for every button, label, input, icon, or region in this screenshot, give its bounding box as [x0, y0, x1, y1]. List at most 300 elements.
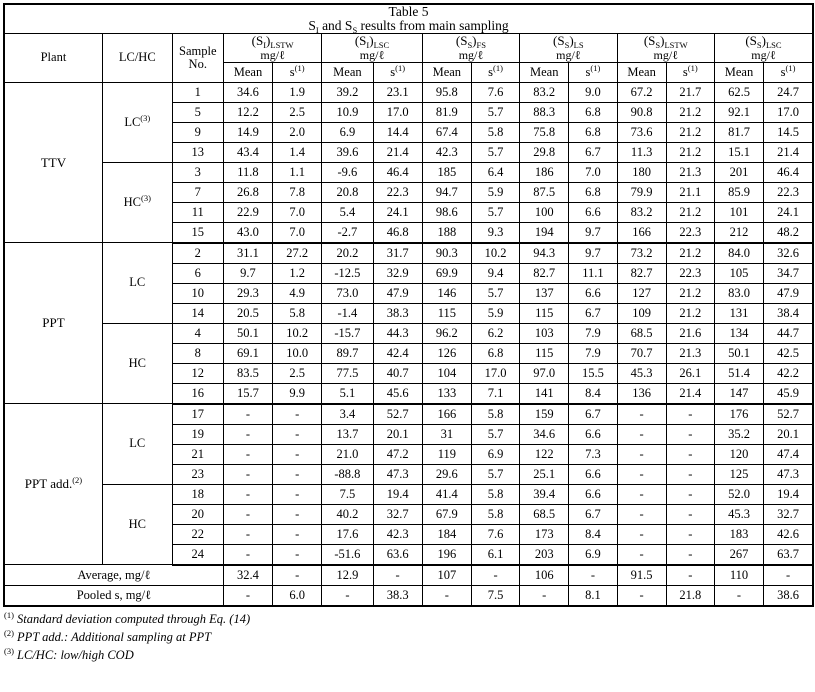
cell-value: 42.3 [422, 142, 471, 162]
summary-value: - [373, 565, 422, 586]
cell-value: 115 [520, 343, 569, 363]
cell-value: 26.1 [666, 363, 714, 383]
summary-row [4, 565, 813, 586]
cell-value: 73.0 [322, 283, 373, 303]
cell-value: 1.9 [273, 82, 322, 102]
cell-value: - [617, 484, 666, 504]
cell-value: 81.9 [422, 102, 471, 122]
cell-value: 84.0 [714, 243, 763, 264]
cell-value: 267 [714, 544, 763, 565]
cell-value: 38.4 [764, 303, 813, 323]
lchc-label: LC [102, 243, 172, 324]
header-s-2: $s^{(1)}$ [373, 62, 422, 82]
table-page [0, 3, 815, 692]
cell-value: 9.0 [569, 82, 617, 102]
cell-value: 12.2 [223, 102, 272, 122]
summary-value: - [471, 565, 519, 586]
cell-value: - [617, 504, 666, 524]
lchc-label: HC [102, 323, 172, 404]
cell-value: 89.7 [322, 343, 373, 363]
sample-no: 4 [172, 323, 223, 343]
cell-value: 2.0 [273, 122, 322, 142]
cell-value: 45.9 [764, 383, 813, 404]
cell-value: 40.2 [322, 504, 373, 524]
cell-value: 166 [617, 222, 666, 243]
table-row [4, 162, 813, 182]
summary-value: 38.3 [373, 585, 422, 606]
cell-value: - [273, 404, 322, 425]
cell-value: 1.2 [273, 263, 322, 283]
cell-value: 212 [714, 222, 763, 243]
cell-value: 136 [617, 383, 666, 404]
group-header-row [4, 34, 813, 62]
cell-value: 20.2 [322, 243, 373, 264]
cell-value: 5.8 [471, 504, 519, 524]
cell-value: - [666, 504, 714, 524]
sample-no: 3 [172, 162, 223, 182]
cell-value: 7.6 [471, 82, 519, 102]
cell-value: 62.5 [714, 82, 763, 102]
cell-value: 6.6 [569, 424, 617, 444]
footnote-1: $^{(1)}$ Standard deviation computed through Eq. (14) [4, 609, 251, 626]
sample-no: 17 [172, 404, 223, 425]
cell-value: 79.9 [617, 182, 666, 202]
cell-value: 1.1 [273, 162, 322, 182]
cell-value: 42.6 [764, 524, 813, 544]
cell-value: - [223, 504, 272, 524]
cell-value: 46.4 [764, 162, 813, 182]
cell-value: 21.0 [322, 444, 373, 464]
cell-value: 7.1 [471, 383, 519, 404]
header-s-3: $s^{(1)}$ [471, 62, 519, 82]
summary-value: 6.0 [273, 585, 322, 606]
cell-value: 40.7 [373, 363, 422, 383]
cell-value: 196 [422, 544, 471, 565]
cell-value: 14.9 [223, 122, 272, 142]
cell-value: 82.7 [520, 263, 569, 283]
cell-value: 7.8 [273, 182, 322, 202]
cell-value: 20.1 [764, 424, 813, 444]
cell-value: 90.8 [617, 102, 666, 122]
cell-value: 6.2 [471, 323, 519, 343]
cell-value: - [273, 544, 322, 565]
cell-value: 21.4 [764, 142, 813, 162]
cell-value: 6.6 [569, 464, 617, 484]
cell-value: 70.7 [617, 343, 666, 363]
cell-value: 82.7 [617, 263, 666, 283]
summary-value: - [666, 565, 714, 586]
cell-value: 19.4 [373, 484, 422, 504]
lchc-label: HC [102, 484, 172, 565]
header-s-1: $s^{(1)}$ [273, 62, 322, 82]
cell-value: 43.4 [223, 142, 272, 162]
cell-value: 21.6 [666, 323, 714, 343]
cell-value: 44.7 [764, 323, 813, 343]
cell-value: 109 [617, 303, 666, 323]
cell-value: 21.2 [666, 122, 714, 142]
cell-value: 6.7 [569, 142, 617, 162]
cell-value: 67.9 [422, 504, 471, 524]
table-row [4, 484, 813, 504]
cell-value: 7.0 [273, 202, 322, 222]
cell-value: 21.2 [666, 102, 714, 122]
cell-value: 105 [714, 263, 763, 283]
summary-value: - [322, 585, 373, 606]
cell-value: 21.7 [666, 82, 714, 102]
table-footnotes [4, 610, 815, 664]
cell-value: 39.6 [322, 142, 373, 162]
cell-value: -1.4 [322, 303, 373, 323]
cell-value: 26.8 [223, 182, 272, 202]
cell-value: 159 [520, 404, 569, 425]
summary-value: 91.5 [617, 565, 666, 586]
header-mean-3: Mean [422, 62, 471, 82]
cell-value: 21.4 [373, 142, 422, 162]
cell-value: 5.8 [273, 303, 322, 323]
cell-value: - [666, 544, 714, 565]
cell-value: 21.2 [666, 243, 714, 264]
footnote-3: $^{(3)}$ LC/HC: low/high COD [4, 645, 134, 662]
cell-value: 39.4 [520, 484, 569, 504]
lchc-label: LC [102, 404, 172, 485]
cell-value: 44.3 [373, 323, 422, 343]
cell-value: 21.3 [666, 343, 714, 363]
summary-value: 106 [520, 565, 569, 586]
cell-value: 75.8 [520, 122, 569, 142]
cell-value: 21.1 [666, 182, 714, 202]
cell-value: 31.7 [373, 243, 422, 264]
header-sample: Sample No. [172, 34, 223, 82]
sample-no: 8 [172, 343, 223, 363]
cell-value: 122 [520, 444, 569, 464]
cell-value: 67.4 [422, 122, 471, 142]
cell-value: 11.1 [569, 263, 617, 283]
cell-value: 83.2 [520, 82, 569, 102]
table-row [4, 323, 813, 343]
cell-value: 20.1 [373, 424, 422, 444]
cell-value: 94.3 [520, 243, 569, 264]
cell-value: 95.8 [422, 82, 471, 102]
cell-value: 87.5 [520, 182, 569, 202]
cell-value: 17.0 [764, 102, 813, 122]
sample-no: 2 [172, 243, 223, 264]
table-title: Table 5 $S_I$ and $S_S$ results from main sampling [4, 4, 813, 34]
cell-value: - [223, 544, 272, 565]
cell-value: 104 [422, 363, 471, 383]
cell-value: - [617, 524, 666, 544]
cell-value: 34.7 [764, 263, 813, 283]
cell-value: 15.1 [714, 142, 763, 162]
cell-value: 10.2 [471, 243, 519, 264]
sample-no: 9 [172, 122, 223, 142]
cell-value: 101 [714, 202, 763, 222]
cell-value: 48.2 [764, 222, 813, 243]
cell-value: - [223, 404, 272, 425]
cell-value: - [273, 424, 322, 444]
cell-value: 83.2 [617, 202, 666, 222]
cell-value: 63.6 [373, 544, 422, 565]
header-mean-1: Mean [223, 62, 272, 82]
cell-value: 29.6 [422, 464, 471, 484]
cell-value: - [273, 484, 322, 504]
cell-value: 137 [520, 283, 569, 303]
cell-value: 141 [520, 383, 569, 404]
cell-value: - [223, 524, 272, 544]
cell-value: 52.7 [764, 404, 813, 425]
cell-value: 5.4 [322, 202, 373, 222]
cell-value: - [223, 464, 272, 484]
cell-value: 146 [422, 283, 471, 303]
cell-value: 5.1 [322, 383, 373, 404]
cell-value: 69.9 [422, 263, 471, 283]
cell-value: 22.3 [373, 182, 422, 202]
summary-value: - [223, 585, 272, 606]
cell-value: 22.3 [666, 222, 714, 243]
cell-value: 15.7 [223, 383, 272, 404]
cell-value: 68.5 [617, 323, 666, 343]
cell-value: 47.3 [373, 464, 422, 484]
header-mean-5: Mean [617, 62, 666, 82]
sample-no: 7 [172, 182, 223, 202]
cell-value: 21.3 [666, 162, 714, 182]
sample-no: 21 [172, 444, 223, 464]
cell-value: 9.4 [471, 263, 519, 283]
cell-value: 73.6 [617, 122, 666, 142]
cell-value: 3.4 [322, 404, 373, 425]
sample-no: 19 [172, 424, 223, 444]
cell-value: 166 [422, 404, 471, 425]
plant-name: TTV [4, 82, 102, 243]
sample-no: 1 [172, 82, 223, 102]
cell-value: 7.5 [322, 484, 373, 504]
summary-value: 12.9 [322, 565, 373, 586]
summary-value: 8.1 [569, 585, 617, 606]
cell-value: 6.8 [569, 122, 617, 142]
cell-value: 5.7 [471, 424, 519, 444]
lchc-label: LC$^{(3)}$ [102, 82, 172, 162]
cell-value: 24.1 [373, 202, 422, 222]
summary-value: - [764, 565, 813, 586]
sample-no: 16 [172, 383, 223, 404]
cell-value: 27.2 [273, 243, 322, 264]
cell-value: 7.6 [471, 524, 519, 544]
cell-value: - [223, 484, 272, 504]
cell-value: 9.3 [471, 222, 519, 243]
cell-value: 127 [617, 283, 666, 303]
cell-value: 100 [520, 202, 569, 222]
plant-name: PPT add.$^{(2)}$ [4, 404, 102, 565]
cell-value: 24.7 [764, 82, 813, 102]
cell-value: 176 [714, 404, 763, 425]
cell-value: -15.7 [322, 323, 373, 343]
cell-value: 67.2 [617, 82, 666, 102]
cell-value: -2.7 [322, 222, 373, 243]
summary-value: 110 [714, 565, 763, 586]
column-group-header-1: $(S_I)_{LSTW}$ mg/ℓ [223, 34, 321, 62]
cell-value: - [617, 444, 666, 464]
cell-value: 5.8 [471, 484, 519, 504]
cell-value: 46.4 [373, 162, 422, 182]
cell-value: 2.5 [273, 363, 322, 383]
cell-value: 10.9 [322, 102, 373, 122]
cell-value: 97.0 [520, 363, 569, 383]
sample-no: 13 [172, 142, 223, 162]
header-mean-6: Mean [714, 62, 763, 82]
cell-value: 19.4 [764, 484, 813, 504]
cell-value: 47.4 [764, 444, 813, 464]
cell-value: 63.7 [764, 544, 813, 565]
cell-value: 6.7 [569, 303, 617, 323]
cell-value: 29.8 [520, 142, 569, 162]
sample-no: 15 [172, 222, 223, 243]
cell-value: 6.7 [569, 404, 617, 425]
cell-value: 180 [617, 162, 666, 182]
cell-value: 47.9 [764, 283, 813, 303]
column-group-header-4: $(S_S)_{LS}$ mg/ℓ [520, 34, 617, 62]
summary-value: - [422, 585, 471, 606]
sample-no: 6 [172, 263, 223, 283]
cell-value: 186 [520, 162, 569, 182]
cell-value: 23.1 [373, 82, 422, 102]
cell-value: 1.4 [273, 142, 322, 162]
cell-value: 17.6 [322, 524, 373, 544]
cell-value: - [617, 404, 666, 425]
cell-value: 14.4 [373, 122, 422, 142]
cell-value: 21.2 [666, 303, 714, 323]
sample-no: 20 [172, 504, 223, 524]
cell-value: 9.7 [223, 263, 272, 283]
summary-value: 21.8 [666, 585, 714, 606]
cell-value: - [273, 444, 322, 464]
title-row [4, 4, 813, 34]
cell-value: 46.8 [373, 222, 422, 243]
summary-label: Average, mg/ℓ [4, 565, 223, 586]
cell-value: 39.2 [322, 82, 373, 102]
cell-value: 6.6 [569, 283, 617, 303]
cell-value: -12.5 [322, 263, 373, 283]
summary-value: - [714, 585, 763, 606]
cell-value: 22.9 [223, 202, 272, 222]
cell-value: 183 [714, 524, 763, 544]
cell-value: 6.1 [471, 544, 519, 565]
cell-value: - [273, 464, 322, 484]
sample-no: 11 [172, 202, 223, 222]
column-group-header-6: $(S_S)_{LSC}$ mg/ℓ [714, 34, 813, 62]
cell-value: 17.0 [373, 102, 422, 122]
cell-value: - [666, 404, 714, 425]
cell-value: 96.2 [422, 323, 471, 343]
cell-value: 5.7 [471, 202, 519, 222]
sample-no: 10 [172, 283, 223, 303]
cell-value: 73.2 [617, 243, 666, 264]
cell-value: 83.5 [223, 363, 272, 383]
cell-value: 47.9 [373, 283, 422, 303]
plant-name: PPT [4, 243, 102, 404]
cell-value: 31.1 [223, 243, 272, 264]
cell-value: 194 [520, 222, 569, 243]
cell-value: 120 [714, 444, 763, 464]
cell-value: - [617, 544, 666, 565]
cell-value: 6.6 [569, 202, 617, 222]
cell-value: 9.9 [273, 383, 322, 404]
column-group-header-3: $(S_S)_{FS}$ mg/ℓ [422, 34, 519, 62]
cell-value: 6.8 [569, 182, 617, 202]
cell-value: 185 [422, 162, 471, 182]
cell-value: 32.7 [373, 504, 422, 524]
sample-no: 5 [172, 102, 223, 122]
cell-value: 50.1 [223, 323, 272, 343]
cell-value: 9.7 [569, 243, 617, 264]
sample-no: 23 [172, 464, 223, 484]
sample-no: 18 [172, 484, 223, 504]
cell-value: 52.0 [714, 484, 763, 504]
cell-value: 125 [714, 464, 763, 484]
cell-value: 5.9 [471, 182, 519, 202]
cell-value: -51.6 [322, 544, 373, 565]
cell-value: - [223, 424, 272, 444]
cell-value: 50.1 [714, 343, 763, 363]
cell-value: 83.0 [714, 283, 763, 303]
cell-value: 51.4 [714, 363, 763, 383]
summary-value: - [520, 585, 569, 606]
cell-value: 42.5 [764, 343, 813, 363]
sample-no: 24 [172, 544, 223, 565]
cell-value: 7.9 [569, 323, 617, 343]
cell-value: 92.1 [714, 102, 763, 122]
cell-value: 6.8 [569, 102, 617, 122]
summary-value: 38.6 [764, 585, 813, 606]
cell-value: 14.5 [764, 122, 813, 142]
cell-value: 31 [422, 424, 471, 444]
cell-value: -88.8 [322, 464, 373, 484]
cell-value: 47.2 [373, 444, 422, 464]
cell-value: 8.4 [569, 383, 617, 404]
cell-value: 134 [714, 323, 763, 343]
summary-value: 32.4 [223, 565, 272, 586]
cell-value: - [617, 464, 666, 484]
cell-value: 45.3 [714, 504, 763, 524]
cell-value: 11.3 [617, 142, 666, 162]
cell-value: 88.3 [520, 102, 569, 122]
table-row [4, 404, 813, 425]
cell-value: 6.6 [569, 484, 617, 504]
cell-value: -9.6 [322, 162, 373, 182]
cell-value: - [666, 524, 714, 544]
cell-value: 103 [520, 323, 569, 343]
cell-value: 20.8 [322, 182, 373, 202]
cell-value: 77.5 [322, 363, 373, 383]
cell-value: 10.0 [273, 343, 322, 363]
cell-value: 45.3 [617, 363, 666, 383]
cell-value: 5.9 [471, 303, 519, 323]
table-row [4, 243, 813, 264]
header-s-5: $s^{(1)}$ [666, 62, 714, 82]
cell-value: - [666, 444, 714, 464]
footnote-2: $^{(2)}$ PPT add.: Additional sampling at PPT [4, 627, 212, 644]
summary-value: - [273, 565, 322, 586]
summary-label: Pooled s, mg/ℓ [4, 585, 223, 606]
cell-value: 34.6 [223, 82, 272, 102]
cell-value: 203 [520, 544, 569, 565]
cell-value: 5.7 [471, 102, 519, 122]
cell-value: 21.2 [666, 202, 714, 222]
cell-value: - [223, 444, 272, 464]
cell-value: 68.5 [520, 504, 569, 524]
cell-value: 131 [714, 303, 763, 323]
cell-value: 8.4 [569, 524, 617, 544]
cell-value: 47.3 [764, 464, 813, 484]
cell-value: 90.3 [422, 243, 471, 264]
